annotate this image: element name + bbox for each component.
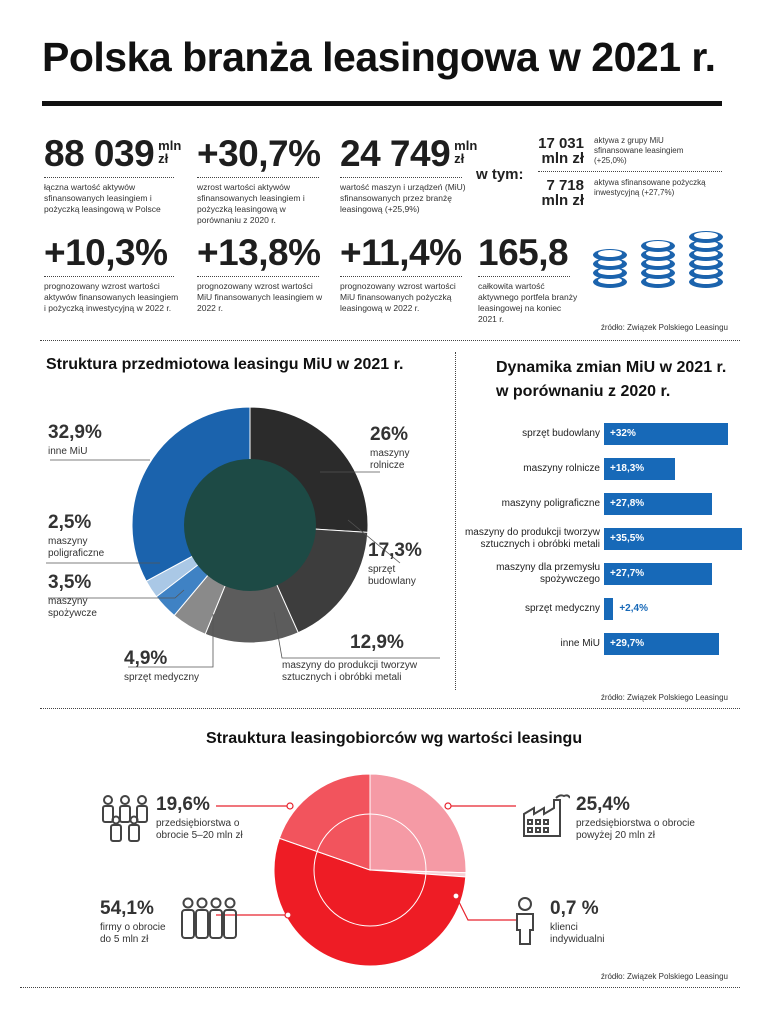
pie2-pct-ind: 0,7 % [550,898,599,919]
section-divider-vertical [455,352,456,690]
stat-unit: mln zł [158,138,182,166]
bar-value-label: +32% [610,428,636,439]
w-tym-desc: aktywa z grupy MiU sfinansowane leasingiem (+25,0%) [594,136,684,165]
bar-category-label: maszyny rolnicze [523,463,600,474]
stat-value: +30,7% [197,133,321,174]
pie1-pct-medyczny: 4,9% [124,648,168,669]
bar-5 [604,598,613,620]
people-row-icon [178,896,240,942]
pie1-label-medyczny: sprzęt medyczny [124,672,200,683]
pie1-pct-rolnicze: 26% [370,424,409,445]
source-note-2: źródło: Związek Polskiego Leasingu [600,693,728,702]
pie2-pct-p520: 19,6% [156,794,210,815]
stat-unit: mln zł [454,138,478,166]
pie1-pct-budowlany: 17,3% [368,540,422,561]
pie2-pct-f5: 54,1% [100,898,154,919]
pie1-label-spozywcze: maszyny spożywcze [48,596,97,619]
stat-desc: wartość maszyn i urządzeń (MiU) sfinansowanych przez branżę leasingową (+25,9%) [340,182,466,214]
pie2-slice-0 [370,774,466,873]
coins-stack-icon [590,222,730,292]
stat-value: +11,4% [340,232,462,273]
title-rule [42,101,722,106]
stat-miu-value [340,133,478,215]
pie1-label-tworzyw: maszyny do produkcji tworzyw sztucznych i obróbki metali [282,660,418,683]
stat-total-assets [44,133,184,215]
bar-value-label: +18,3% [610,463,645,474]
source-note-1: źródło: Związek Polskiego Leasingu [600,323,728,332]
w-tym-value: 17 031 [538,135,584,152]
stat-forecast-total [44,232,184,314]
w-tym-unit: mln zł [541,150,584,167]
divider-1 [40,340,740,341]
pie1-label-inne: inne MiU [48,446,88,457]
people-group-icon [98,792,152,846]
stat-forecast-loan [340,232,470,314]
stat-assets-growth [197,133,327,226]
stat-desc: łączna wartość aktywów sfinansowanych leasingiem i pożyczką leasingową w Polsce [44,182,161,214]
page-title: Polska branża leasingowa w 2021 r. [42,34,716,80]
pie1-pct-poligraficzne: 2,5% [48,512,92,533]
stat-forecast-leasing [197,232,327,314]
pie2-label-p520: przedsiębiorstwa o obrocie 5–20 mln zł [156,818,243,841]
bar-value-label: +35,5% [610,533,645,544]
w-tym-desc: aktywa sfinansowane pożyczką inwestycyjną (+27,7%) [594,178,706,197]
pie1-pct-tworzyw: 12,9% [350,632,404,653]
stat-desc: prognozowany wzrost wartości aktywów finansowanych leasingiem i pożyczką inwestycyjną w 2022 r. [44,281,179,313]
stat-desc: całkowita wartość aktywnego portfela branży leasingowej na koniec 2021 r. [478,281,578,324]
pie2-pct-p20: 25,4% [576,794,630,815]
stat-portfolio [478,232,588,325]
bar-category-label: inne MiU [560,638,600,649]
bar-category-label: maszyny do produkcji tworzyw sztucznych i obróbki metali [464,527,600,550]
factory-icon [520,790,570,840]
bar-title: Dynamika zmian MiU w 2021 r. w porównaniu z 2020 r. [496,359,727,400]
stat-value: 24 749 [340,133,451,174]
stat-value: 88 039 [44,133,155,174]
stat-value: +10,3% [44,232,168,273]
w-tym-label: w tym: [476,166,524,183]
w-tym-item-2 [538,178,728,208]
pie1-label-budowlany: sprzęt budowlany [368,564,416,587]
pie1-chart [130,405,370,645]
divider-2 [40,708,740,709]
bar-category-label: sprzęt budowlany [522,428,600,439]
stat-desc: prognozowany wzrost wartości MiU finansowanych pożyczką leasingową w 2022 r. [340,281,456,313]
w-tym-item-1 [538,136,728,172]
w-tym-unit: mln zł [541,192,584,209]
w-tym-value: 7 718 [546,177,584,194]
bar-category-label: sprzęt medyczny [524,603,600,614]
divider-3 [20,987,740,988]
pie2-chart [272,772,468,968]
pie2-label-p20: przedsiębiorstwa o obrocie powyżej 20 mln zł [576,818,695,841]
pie1-label-rolnicze: maszyny rolnicze [370,448,410,471]
pie2-label-ind: klienci indywidualni [550,922,605,945]
bar-value-label: +27,8% [610,498,645,509]
person-icon [512,896,538,946]
stat-desc: prognozowany wzrost wartości MiU finansowanych leasingiem w 2022 r. [197,281,323,313]
bar-category-label: maszyny poligraficzne [501,498,600,509]
pie1-title: Struktura przedmiotowa leasingu MiU w 2021 r. [46,356,404,373]
bar-chart [460,420,750,670]
bar-value-label: +2,4% [619,603,648,614]
stat-value: +13,8% [197,232,321,273]
stat-value: 165,8 [478,232,569,273]
source-note-3: źródło: Związek Polskiego Leasingu [600,972,728,981]
pie2-title: Strauktura leasingobiorców wg wartości leasingu [206,730,583,747]
pie1-label-poligraficzne: maszyny poligraficzne [48,536,105,559]
pie1-pct-inne: 32,9% [48,422,102,443]
stat-desc: wzrost wartości aktywów sfinansowanych leasingiem i pożyczką leasingową w porównaniu z 2020 r. [197,182,305,225]
pie1-inner-circle [184,459,316,591]
bar-value-label: +27,7% [610,568,645,579]
pie2-label-f5: firmy o obrocie do 5 mln zł [100,922,166,945]
pie1-pct-spozywcze: 3,5% [48,572,92,593]
bar-category-label: maszyny dla przemysłu spożywczego [496,562,600,585]
bar-value-label: +29,7% [610,638,645,649]
